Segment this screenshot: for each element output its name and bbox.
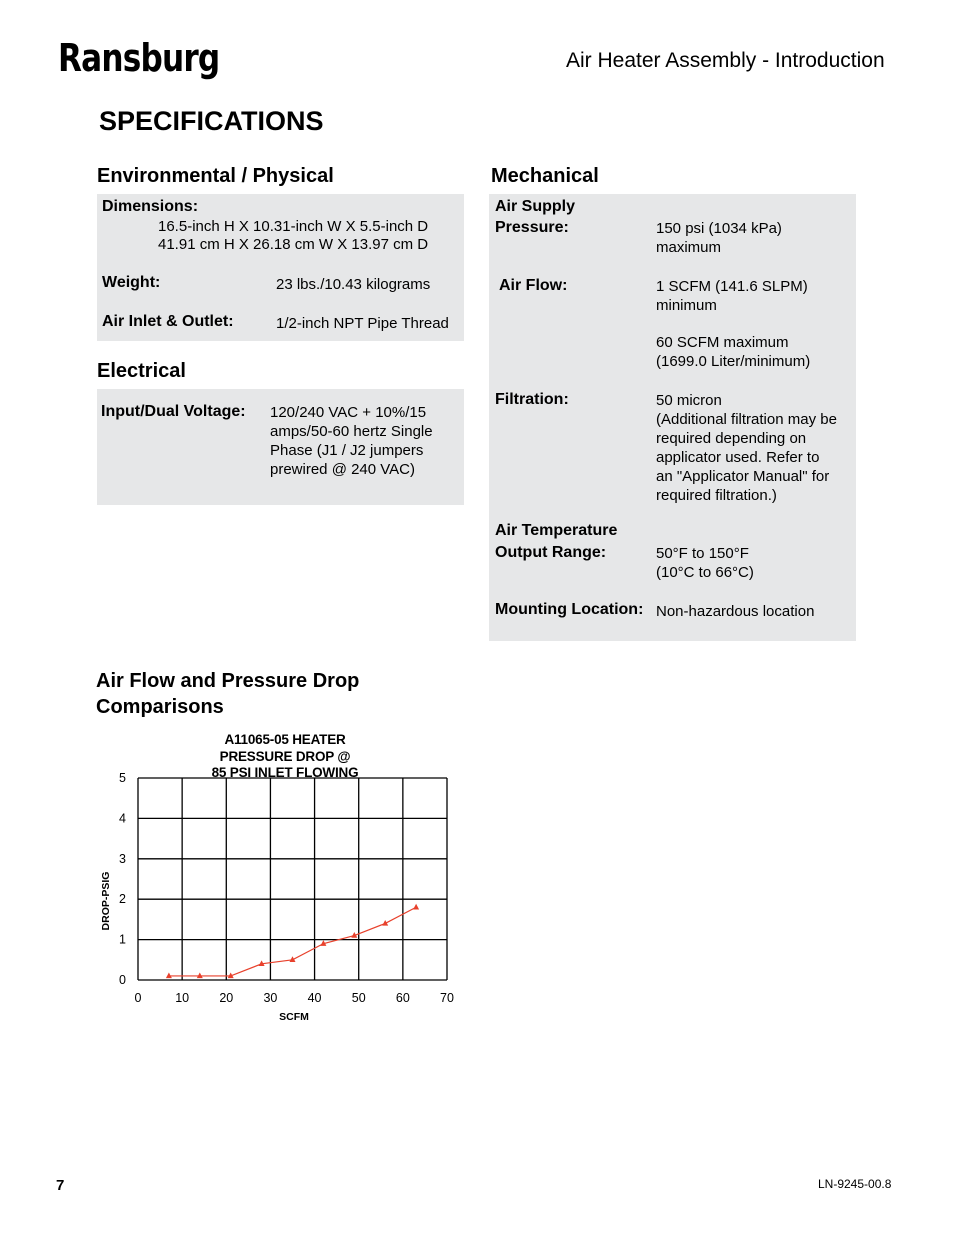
y-tick-label: 0 bbox=[119, 973, 126, 987]
y-axis-label: DROP-PSIG bbox=[100, 871, 112, 931]
chart-title-line: A11065-05 HEATER bbox=[224, 732, 346, 747]
air-flow-min-value bbox=[656, 277, 808, 315]
filtration-line: an "Applicator Manual" for bbox=[656, 468, 830, 485]
air-flow-line: minimum bbox=[656, 297, 717, 314]
x-tick-label: 50 bbox=[351, 991, 366, 1005]
filtration-value bbox=[656, 391, 837, 505]
dimensions-cm: 41.91 cm H X 26.18 cm W X 13.97 cm D bbox=[158, 236, 429, 253]
y-tick-labels bbox=[119, 771, 126, 987]
chart-grid bbox=[138, 778, 447, 980]
air-flow-max-line: (1699.0 Liter/minimum) bbox=[656, 353, 811, 370]
page-number: 7 bbox=[56, 1177, 65, 1194]
x-tick-label: 10 bbox=[175, 991, 190, 1005]
temperature-value bbox=[656, 544, 754, 582]
mechanical-section-title: Mechanical bbox=[491, 165, 599, 187]
x-tick-label: 20 bbox=[219, 991, 234, 1005]
voltage-value bbox=[270, 403, 433, 479]
air-supply-label: Air Supply bbox=[495, 198, 576, 215]
x-axis-label: SCFM bbox=[279, 1011, 309, 1023]
dimensions-inches: 16.5-inch H X 10.31-inch W X 5.5-inch D bbox=[158, 218, 429, 235]
air-flow-label: Air Flow: bbox=[499, 277, 568, 294]
ransburg-logo: Ransburg bbox=[58, 36, 220, 80]
y-tick-label: 3 bbox=[119, 851, 126, 866]
voltage-line: prewired @ 240 VAC) bbox=[270, 461, 416, 478]
x-tick-label: 30 bbox=[263, 991, 278, 1005]
air-flow-line: 1 SCFM (141.6 SLPM) bbox=[656, 278, 808, 295]
filtration-label: Filtration: bbox=[495, 391, 569, 408]
header-title: Air Heater Assembly - Introduction bbox=[566, 49, 885, 72]
x-tick-labels bbox=[135, 991, 454, 1005]
air-inlet-value: 1/2-inch NPT Pipe Thread bbox=[276, 315, 449, 332]
data-point bbox=[166, 972, 172, 978]
airflow-title-line: Air Flow and Pressure Drop bbox=[96, 670, 360, 692]
filtration-line: required filtration.) bbox=[656, 487, 777, 504]
page-title: SPECIFICATIONS bbox=[99, 106, 324, 136]
filtration-line: 50 micron bbox=[656, 392, 722, 409]
mechanical-panel bbox=[489, 194, 856, 641]
output-range-label: Output Range: bbox=[495, 544, 607, 561]
air-flow-max-value bbox=[656, 333, 810, 371]
chart-series bbox=[166, 904, 419, 978]
airflow-section-title bbox=[96, 668, 359, 720]
y-tick-label: 1 bbox=[119, 932, 126, 947]
filtration-line: (Additional filtration may be bbox=[656, 411, 837, 428]
voltage-line: 120/240 VAC + 10%/15 bbox=[270, 404, 427, 421]
voltage-line: amps/50-60 hertz Single bbox=[270, 423, 433, 440]
y-tick-label: 5 bbox=[119, 771, 126, 785]
x-tick-label: 40 bbox=[307, 991, 322, 1005]
temperature-line: 50°F to 150°F bbox=[656, 545, 749, 562]
airflow-title-line: Comparisons bbox=[96, 696, 224, 718]
x-tick-label: 70 bbox=[440, 991, 454, 1005]
pressure-drop-chart bbox=[95, 760, 465, 1030]
voltage-label: Input/Dual Voltage: bbox=[101, 403, 246, 420]
air-supply-value bbox=[656, 219, 782, 257]
voltage-line: Phase (J1 / J2 jumpers bbox=[270, 442, 424, 459]
y-tick-label: 2 bbox=[119, 892, 126, 907]
y-tick-label: 4 bbox=[119, 811, 126, 826]
air-supply-line: 150 psi (1034 kPa) bbox=[656, 220, 782, 237]
dimensions-label: Dimensions: bbox=[102, 198, 199, 215]
environmental-panel bbox=[97, 194, 464, 341]
mounting-location-value: Non-hazardous location bbox=[656, 603, 815, 620]
filtration-line: applicator used. Refer to bbox=[656, 449, 820, 466]
data-point bbox=[413, 904, 419, 910]
air-supply-line: maximum bbox=[656, 239, 722, 256]
electrical-section-title: Electrical bbox=[97, 360, 186, 382]
weight-value: 23 lbs./10.43 kilograms bbox=[276, 276, 431, 293]
mounting-location-label: Mounting Location: bbox=[495, 601, 644, 618]
air-flow-max-line: 60 SCFM maximum bbox=[656, 334, 789, 351]
chart-title-line: PRESSURE DROP @ bbox=[219, 748, 351, 764]
air-inlet-label: Air Inlet & Outlet: bbox=[102, 313, 234, 330]
temperature-line: (10°C to 66°C) bbox=[656, 564, 754, 581]
filtration-line: required depending on bbox=[656, 430, 807, 447]
x-tick-label: 0 bbox=[134, 991, 142, 1005]
chart-title-line: 85 PSI INLET FLOWING bbox=[211, 765, 359, 780]
document-number: LN-9245-00.8 bbox=[818, 1177, 892, 1191]
data-point bbox=[197, 972, 203, 978]
weight-label: Weight: bbox=[102, 274, 161, 291]
pressure-label: Pressure: bbox=[495, 219, 569, 236]
air-temperature-label: Air Temperature bbox=[495, 522, 618, 539]
electrical-panel bbox=[97, 389, 464, 505]
x-tick-label: 60 bbox=[395, 991, 410, 1005]
series-line bbox=[169, 907, 416, 976]
environmental-section-title: Environmental / Physical bbox=[97, 165, 334, 187]
